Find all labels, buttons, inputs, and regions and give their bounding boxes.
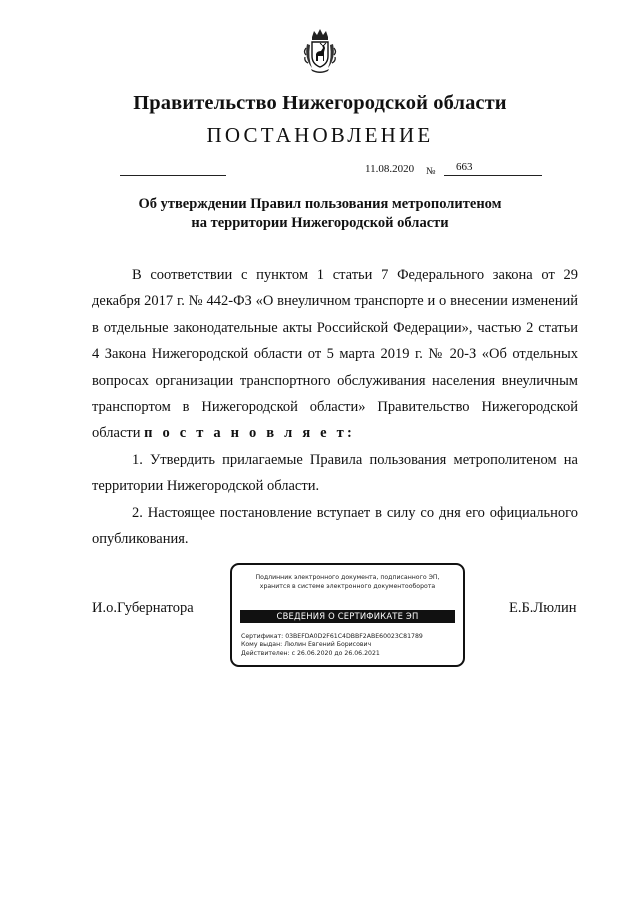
document-date: 11.08.2020 (365, 163, 415, 175)
coat-of-arms-icon (303, 28, 337, 74)
document-type: ПОСТАНОВЛЕНИЕ (206, 123, 434, 147)
number-underline (444, 175, 542, 176)
issued-to-row (241, 641, 456, 649)
document-number: 663 (456, 161, 473, 173)
certificate-heading: СВЕДЕНИЯ О СЕРТИФИКАТЕ ЭП (240, 610, 455, 623)
stamp-note-line-1: Подлинник электронного документа, подписанного ЭП, (255, 574, 440, 581)
organization-title: Правительство Нижегородской области (133, 92, 507, 114)
document-body (92, 262, 578, 552)
signatory-position: И.о.Губернатора (92, 600, 194, 616)
paragraph-preamble (92, 262, 578, 447)
electronic-signature-stamp (230, 563, 465, 667)
certificate-label: Сертификат: (241, 633, 284, 640)
paragraph-item-1: 1. Утвердить прилагаемые Правила пользования метрополитеном на территории Нижегородской области. (92, 451, 578, 495)
validity-label: Действителен: (241, 649, 290, 657)
resolution-keyword: п о с т а н о в л я е т: (144, 425, 355, 442)
certificate-value: 03BEFDA0D2F61C4DBBF2ABE60023C81789 (285, 633, 423, 640)
subject-line-2: на территории Нижегородской области (191, 215, 449, 231)
validity-value: с 26.06.2020 до 26.06.2021 (291, 649, 380, 657)
stamp-note (232, 574, 463, 591)
issued-to-label: Кому выдан: (241, 641, 283, 649)
signatory-name: Е.Б.Люлин (509, 600, 577, 616)
preamble-text: В соответствии с пунктом 1 статьи 7 Федерального закона от 29 декабря 2017 г. № 442-ФЗ «О внеуличном транспорте и о внесении изменений в отдельные законодательные акты Российской Федерации», частью 2 статьи 4 Закона Нижегородской области от 5 марта 2019 г. № 20-З «Об отдельных вопросах организации транспортного обслуживания населения внеуличным транспортом в Нижегородской области» Правительство Нижегородской области (92, 267, 578, 442)
document-subject (0, 195, 640, 233)
stamp-note-line-2: хранится в системе электронного документооборота (259, 582, 436, 590)
subject-line-1: Об утверждении Правил пользования метрополитеном (138, 196, 502, 212)
paragraph-item-2: 2. Настоящее постановление вступает в силу со дня его официального опубликования. (92, 504, 578, 548)
number-sign: № (426, 166, 436, 177)
certificate-details (241, 633, 456, 658)
validity-row (241, 650, 456, 658)
issued-to-value: Люлин Евгений Борисович (284, 641, 372, 649)
blank-date-line (120, 175, 226, 176)
